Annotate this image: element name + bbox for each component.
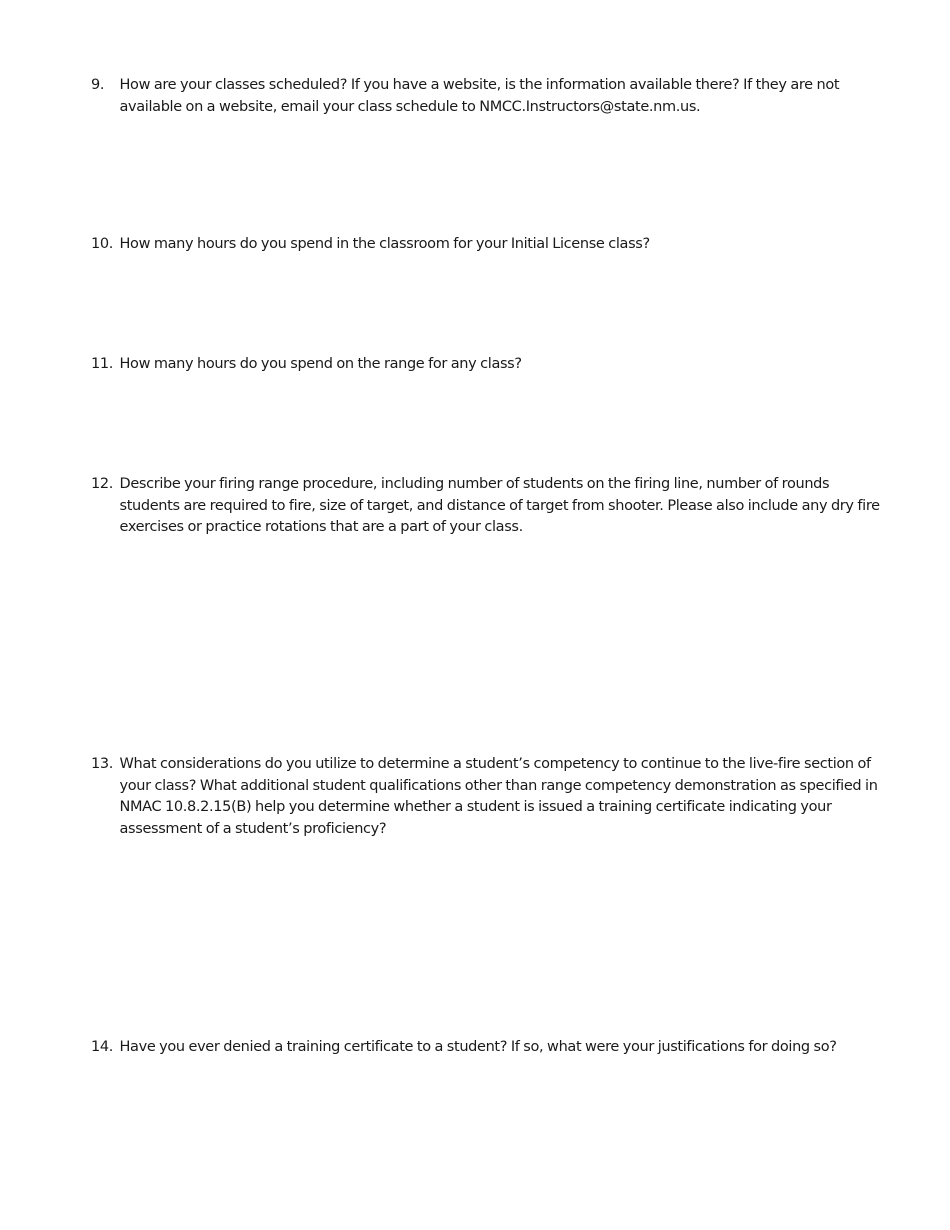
question-text: How are your classes scheduled? If you have a website, is the information available there? If they are not available on a website, email your class schedule to NMCC.Instructors@state.nm.us.: [119, 77, 840, 115]
question-10: [91, 234, 881, 256]
question-13: [91, 754, 881, 840]
question-number: 13.: [91, 756, 114, 772]
question-text: Have you ever denied a training certificate to a student? If so, what were your justifications for doing so?: [119, 1039, 837, 1055]
question-text: Describe your firing range procedure, including number of students on the firing line, number of rounds students are required to fire, size of target, and distance of target from shooter. Please also include any dry fire exercises or practice rotations that are a part of your class.: [119, 476, 880, 535]
question-number: 10.: [91, 236, 114, 252]
question-9: [91, 75, 881, 118]
question-12: [91, 474, 881, 539]
question-11: [91, 354, 881, 376]
question-number: 14.: [91, 1039, 114, 1055]
question-number: 12.: [91, 476, 114, 492]
question-text: What considerations do you utilize to determine a student’s competency to continue to the live-fire section of your class? What additional student qualifications other than range competency demonstration as specified in NMAC 10.8.2.15(B) help you determine whether a student is issued a training certificate indicating your assessment of a student’s proficiency?: [119, 756, 878, 837]
question-number: 11.: [91, 356, 114, 372]
question-text: How many hours do you spend on the range for any class?: [119, 356, 522, 372]
question-text: How many hours do you spend in the classroom for your Initial License class?: [119, 236, 650, 252]
question-14: [91, 1037, 881, 1059]
question-number: 9.: [91, 77, 105, 93]
